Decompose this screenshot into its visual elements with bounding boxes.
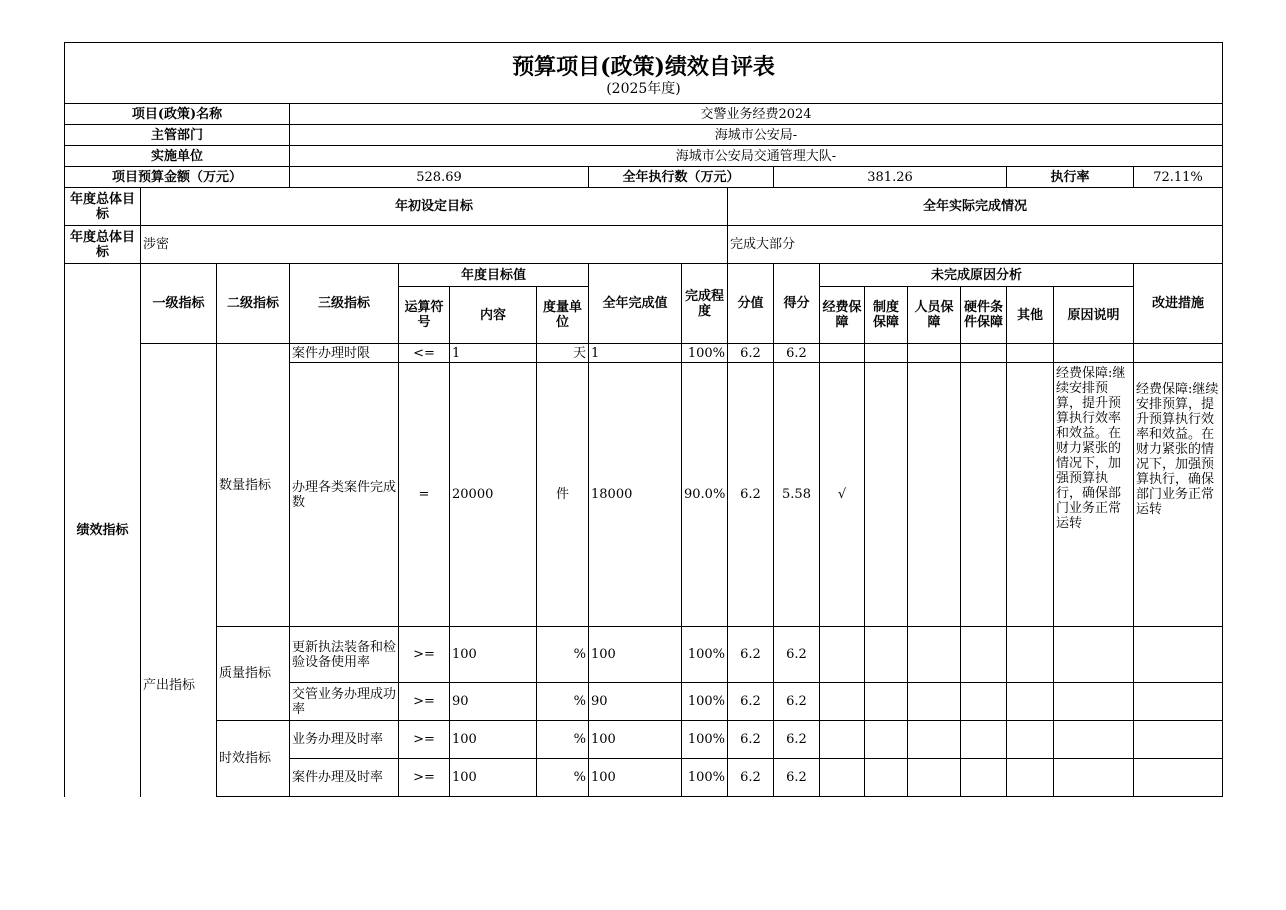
- reason-cell: [1054, 721, 1134, 759]
- actual-cell: 90: [589, 683, 682, 721]
- reason-cell: 经费保障:继续安排预算，提升预算执行效率和效益。在财力紧张的情况下，加强预算执行，确保部门业务正常运转: [1054, 363, 1134, 627]
- header-score: 得分: [774, 264, 820, 344]
- actual-cell: 100: [589, 759, 682, 797]
- level1-label: 产出指标: [143, 677, 196, 693]
- table-row: [65, 627, 1223, 683]
- operator-cell: <=: [399, 344, 450, 363]
- measure-cell: [1134, 683, 1223, 721]
- content-cell: 90: [450, 683, 537, 721]
- budget-value: 528.69: [290, 167, 589, 188]
- table-row: [65, 721, 1223, 759]
- measure-cell: [1134, 627, 1223, 683]
- operator-cell: >=: [399, 627, 450, 683]
- indicator-name: 交管业务办理成功率: [290, 683, 399, 721]
- perf-indicator-label: 绩效指标: [65, 264, 141, 797]
- score-cell: 6.2: [774, 683, 820, 721]
- unit-cell: %: [537, 759, 589, 797]
- header-level3: 三级指标: [290, 264, 399, 344]
- value-cell: 6.2: [728, 363, 774, 627]
- rate-label: 执行率: [1007, 167, 1134, 188]
- header-hardware: 硬件条件保障: [961, 287, 1007, 344]
- project-name-label: 项目(政策)名称: [65, 104, 290, 125]
- system-cell: [865, 683, 908, 721]
- evaluation-table: [64, 42, 1223, 797]
- staff-cell: [908, 721, 961, 759]
- title-cell: [65, 43, 1223, 104]
- other-cell: [1007, 683, 1054, 721]
- system-cell: [865, 759, 908, 797]
- unit-cell: 件: [537, 363, 589, 627]
- content-cell: 100: [450, 627, 537, 683]
- completion-cell: 100%: [682, 759, 728, 797]
- staff-cell: [908, 363, 961, 627]
- header-reason: 原因说明: [1054, 287, 1134, 344]
- group-timeliness: 时效指标: [217, 721, 290, 797]
- exec-label: 全年执行数（万元）: [589, 167, 774, 188]
- funding-cell: [820, 721, 865, 759]
- actual-goal-header: 全年实际完成情况: [728, 188, 1223, 226]
- system-cell: [865, 363, 908, 627]
- score-cell: 5.58: [774, 363, 820, 627]
- funding-cell: [820, 627, 865, 683]
- header-operator: 运算符号: [399, 287, 450, 344]
- header-score-value: 分值: [728, 264, 774, 344]
- value-cell: 6.2: [728, 759, 774, 797]
- unit-cell: %: [537, 721, 589, 759]
- score-cell: 6.2: [774, 344, 820, 363]
- header-completion: 完成程度: [682, 264, 728, 344]
- staff-cell: [908, 683, 961, 721]
- actual-cell: 100: [589, 627, 682, 683]
- unit-label: 实施单位: [65, 146, 290, 167]
- measure-cell: 经费保障:继续安排预算，提升预算执行效率和效益。在财力紧张的情况下，加强预算执行，确保部门业务正常运转: [1134, 363, 1223, 627]
- hardware-cell: [961, 759, 1007, 797]
- header-funding: 经费保障: [820, 287, 865, 344]
- reason-cell: [1054, 759, 1134, 797]
- funding-cell: [820, 683, 865, 721]
- page-title: 预算项目(政策)绩效自评表: [512, 54, 775, 80]
- project-name-value: 交警业务经费2024: [290, 104, 1223, 125]
- evaluation-sheet: [64, 42, 1222, 797]
- system-cell: [865, 721, 908, 759]
- header-full-year: 全年完成值: [589, 264, 682, 344]
- other-cell: [1007, 627, 1054, 683]
- header-system: 制度保障: [865, 287, 908, 344]
- dept-label: 主管部门: [65, 125, 290, 146]
- score-cell: 6.2: [774, 721, 820, 759]
- header-annual-target: 年度目标值: [399, 264, 589, 287]
- funding-cell: [820, 759, 865, 797]
- dept-value: 海城市公安局-: [290, 125, 1223, 146]
- completion-cell: 90.0%: [682, 363, 728, 627]
- operator-cell: >=: [399, 721, 450, 759]
- hardware-cell: [961, 363, 1007, 627]
- completion-cell: 100%: [682, 627, 728, 683]
- system-cell: [865, 344, 908, 363]
- indicator-name: 更新执法装备和检验设备使用率: [290, 627, 399, 683]
- other-cell: [1007, 363, 1054, 627]
- unit-cell: %: [537, 683, 589, 721]
- unit-cell: 天: [537, 344, 589, 363]
- goal-label-2: 年度总体目标: [65, 226, 141, 264]
- completion-cell: 100%: [682, 721, 728, 759]
- unit-cell: %: [537, 627, 589, 683]
- indicator-name: 案件办理及时率: [290, 759, 399, 797]
- goal-label-1: 年度总体目标: [65, 188, 141, 226]
- other-cell: [1007, 344, 1054, 363]
- actual-goal-value: 完成大部分: [728, 226, 1223, 264]
- header-other: 其他: [1007, 287, 1054, 344]
- operator-cell: >=: [399, 759, 450, 797]
- rate-value: 72.11%: [1134, 167, 1223, 188]
- indicator-name: 业务办理及时率: [290, 721, 399, 759]
- unit-value: 海城市公安局交通管理大队-: [290, 146, 1223, 167]
- measure-cell: [1134, 344, 1223, 363]
- system-cell: [865, 627, 908, 683]
- indicator-name: 案件办理时限: [290, 344, 399, 363]
- content-cell: 1: [450, 344, 537, 363]
- score-cell: 6.2: [774, 759, 820, 797]
- indicator-name: 办理各类案件完成数: [290, 363, 399, 627]
- header-level2: 二级指标: [217, 264, 290, 344]
- group-quality: 质量指标: [217, 627, 290, 721]
- exec-value: 381.26: [774, 167, 1007, 188]
- operator-cell: =: [399, 363, 450, 627]
- operator-cell: >=: [399, 683, 450, 721]
- actual-cell: 1: [589, 344, 682, 363]
- table-row: [65, 344, 1223, 363]
- reason-cell: [1054, 344, 1134, 363]
- header-staff: 人员保障: [908, 287, 961, 344]
- staff-cell: [908, 627, 961, 683]
- other-cell: [1007, 759, 1054, 797]
- initial-goal-value: 涉密: [141, 226, 728, 264]
- actual-cell: 100: [589, 721, 682, 759]
- content-cell: 100: [450, 759, 537, 797]
- level1-output: [141, 344, 217, 797]
- header-level1: 一级指标: [141, 264, 217, 344]
- hardware-cell: [961, 344, 1007, 363]
- completion-cell: 100%: [682, 344, 728, 363]
- reason-cell: [1054, 683, 1134, 721]
- hardware-cell: [961, 721, 1007, 759]
- measure-cell: [1134, 721, 1223, 759]
- budget-label: 项目预算金额（万元）: [65, 167, 290, 188]
- hardware-cell: [961, 683, 1007, 721]
- measure-cell: [1134, 759, 1223, 797]
- header-measures: 改进措施: [1134, 264, 1223, 344]
- value-cell: 6.2: [728, 683, 774, 721]
- score-cell: 6.2: [774, 627, 820, 683]
- completion-cell: 100%: [682, 683, 728, 721]
- hardware-cell: [961, 627, 1007, 683]
- content-cell: 20000: [450, 363, 537, 627]
- group-quantity: 数量指标: [217, 344, 290, 627]
- staff-cell: [908, 344, 961, 363]
- header-unfinished: 未完成原因分析: [820, 264, 1134, 287]
- header-content: 内容: [450, 287, 537, 344]
- page-subtitle: (2025年度): [606, 81, 681, 97]
- staff-cell: [908, 759, 961, 797]
- value-cell: 6.2: [728, 627, 774, 683]
- funding-cell: √: [820, 363, 865, 627]
- actual-cell: 18000: [589, 363, 682, 627]
- reason-cell: [1054, 627, 1134, 683]
- header-unit: 度量单位: [537, 287, 589, 344]
- initial-goal-header: 年初设定目标: [141, 188, 728, 226]
- funding-cell: [820, 344, 865, 363]
- other-cell: [1007, 721, 1054, 759]
- value-cell: 6.2: [728, 721, 774, 759]
- content-cell: 100: [450, 721, 537, 759]
- value-cell: 6.2: [728, 344, 774, 363]
